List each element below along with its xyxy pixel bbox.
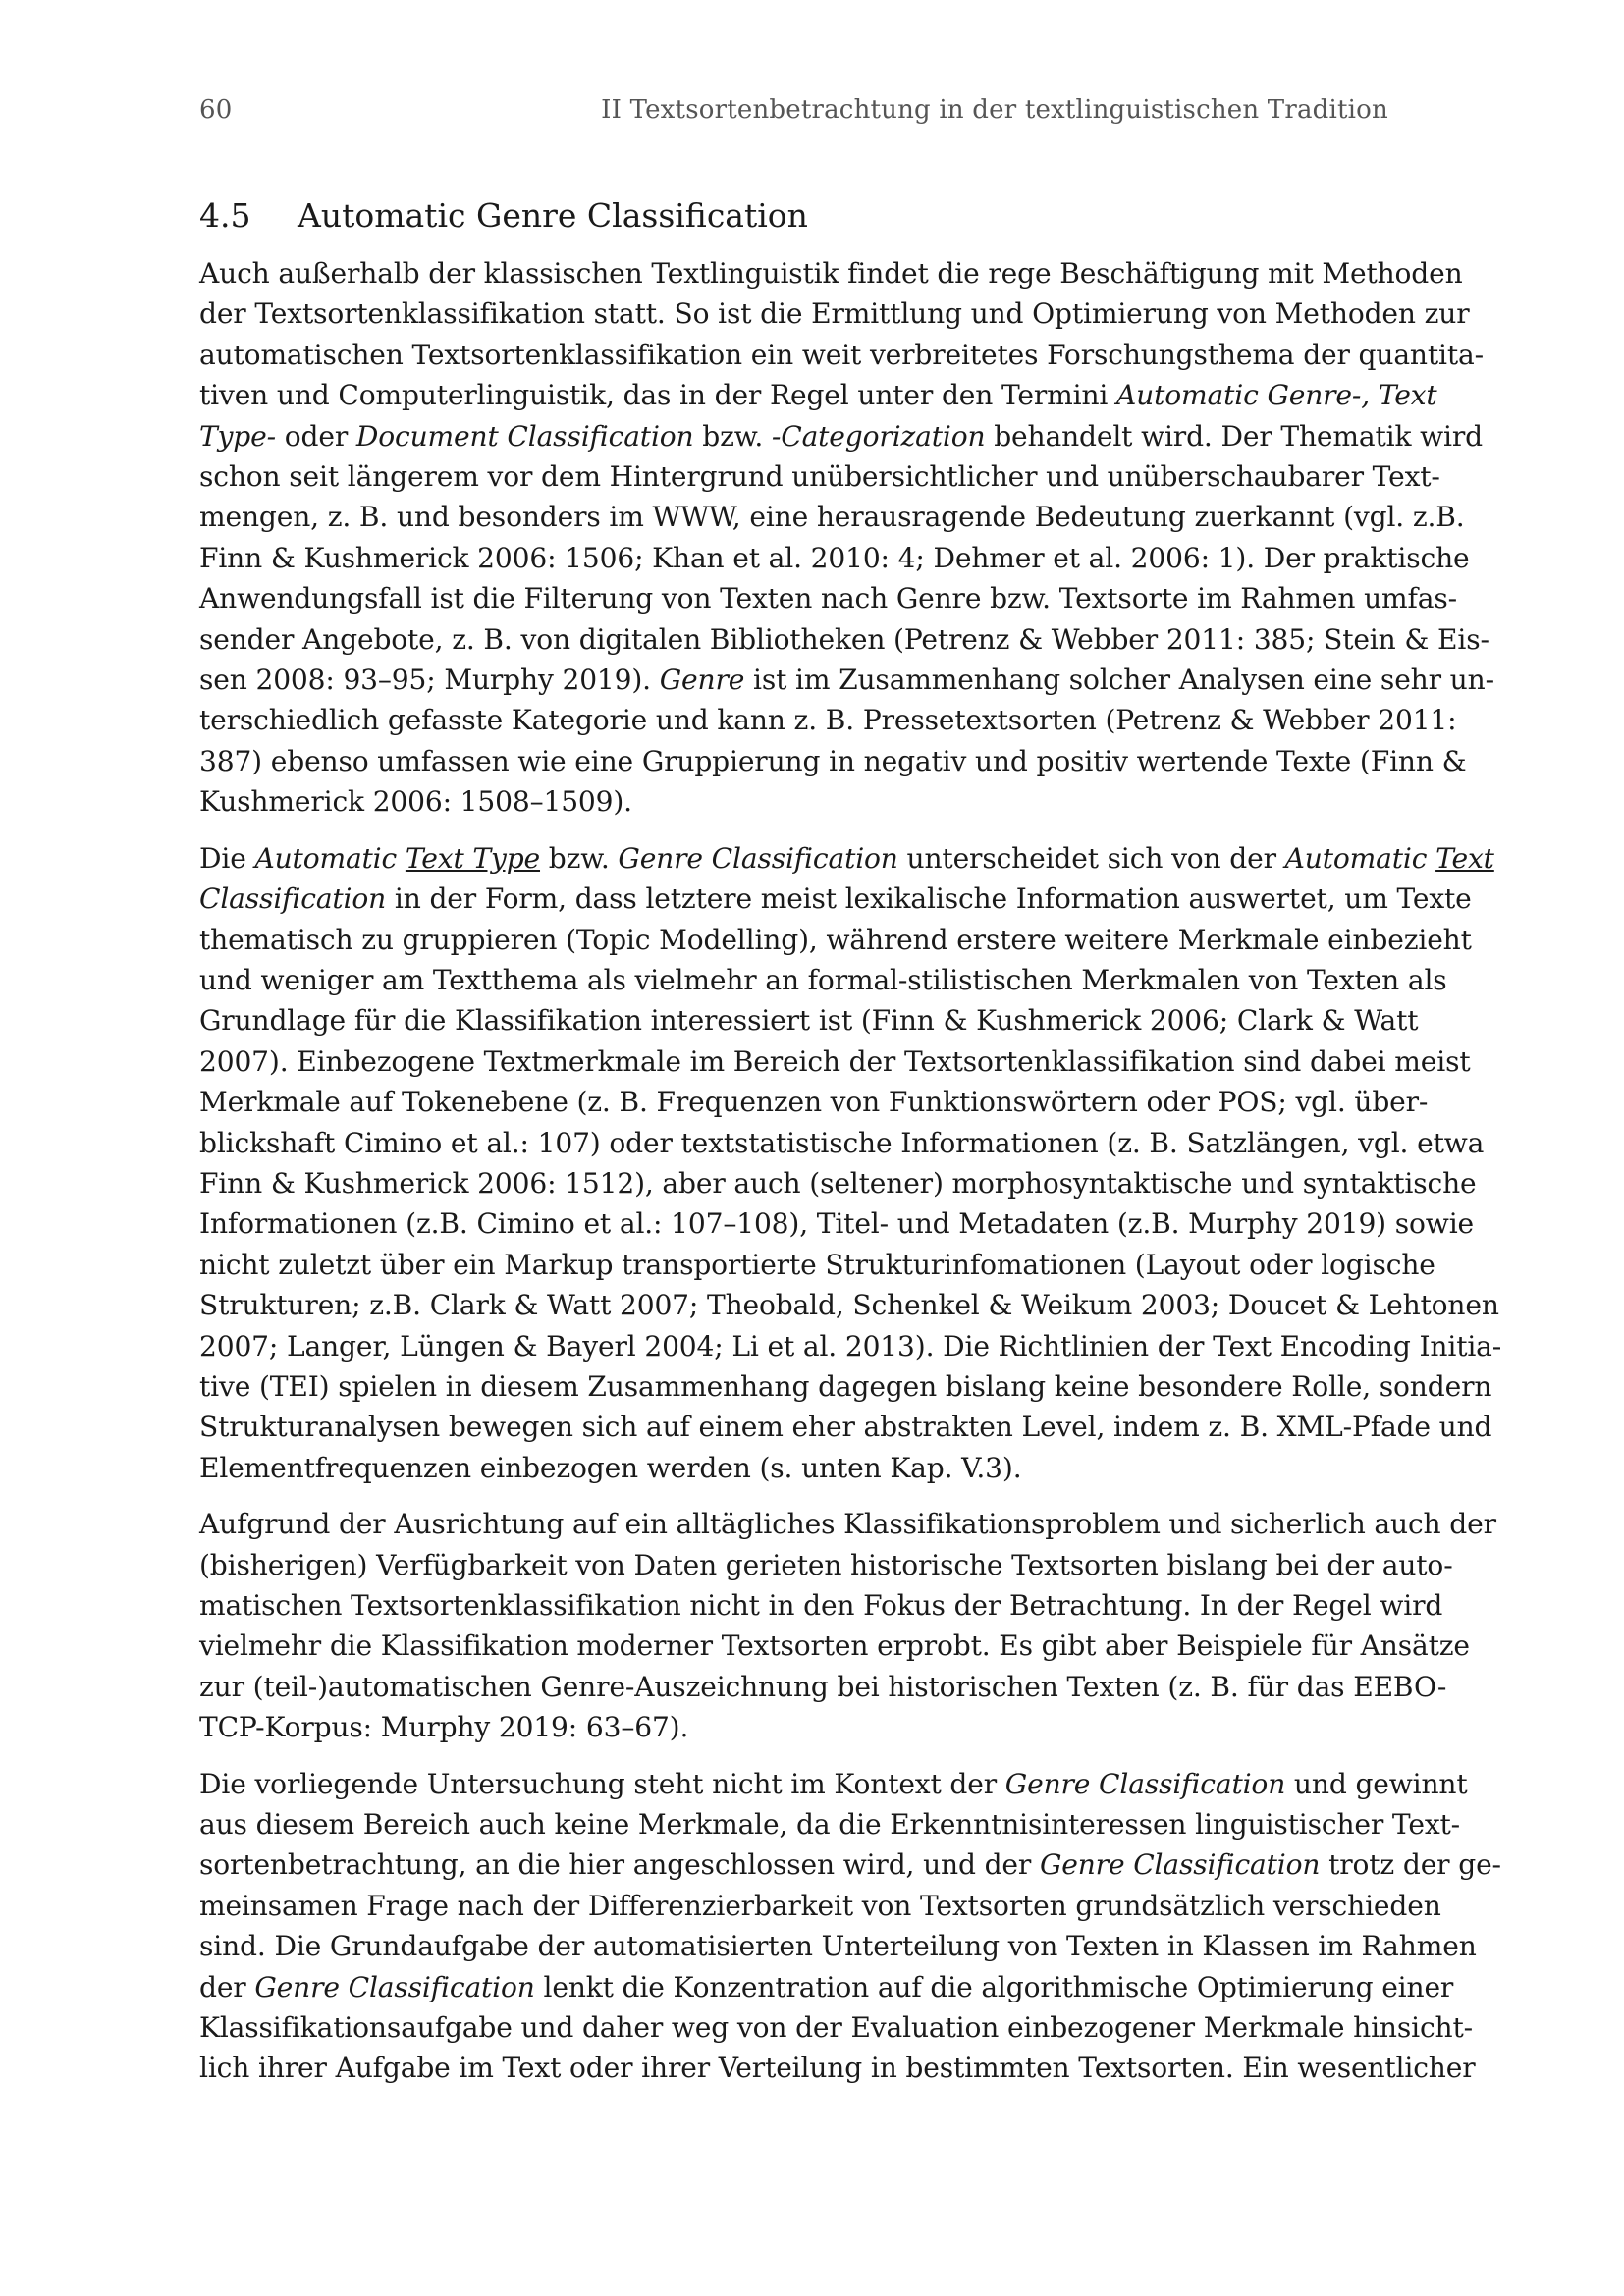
text-run: bzw. xyxy=(540,841,619,875)
text-line xyxy=(199,1626,1470,1666)
text-run: aus diesem Bereich auch keine Merkmale, da die Erkenntnisinteressen linguistischer Text- xyxy=(199,1808,1460,1842)
text-run: Die vorliegende Untersuchung steht nicht im Kontext der xyxy=(199,1767,1005,1800)
text-run: 2007; Langer, Lüngen & Bayerl 2004; Li et al. 2013). Die Richtlinien der Text Encoding Initia- xyxy=(199,1329,1502,1362)
italic-text: Document Classification xyxy=(355,419,694,453)
text-line xyxy=(199,1967,1454,2007)
text-run: meinsamen Frage nach der Differenzierbarkeit von Textsorten grundsätzlich verschieden xyxy=(199,1889,1441,1922)
text-run: sortenbetrachtung, an die hier angeschlossen wird, und der xyxy=(199,1848,1040,1882)
text-run: Anwendungsfall ist die Filterung von Texten nach Genre bzw. Textsorte im Rahmen umfas- xyxy=(199,582,1458,615)
paragraph xyxy=(199,838,1502,1489)
paragraph xyxy=(199,253,1494,823)
text-run: automatischen Textsortenklassifikation ein weit verbreitetes Forschungsthema der quantita- xyxy=(199,338,1484,371)
text-line xyxy=(199,1886,1441,1926)
text-run: Kushmerick 2006: 1508–1509). xyxy=(199,785,632,819)
italic-text: -Categorization xyxy=(771,419,986,453)
text-line xyxy=(199,1585,1443,1626)
running-head: II Textsortenbetrachtung in der textlinguistischen Tradition xyxy=(601,95,1388,125)
text-line xyxy=(199,416,1483,456)
underlined-text: Text xyxy=(1435,841,1494,875)
text-line xyxy=(199,253,1463,294)
text-run: mengen, z. B. und besonders im WWW, eine herausragende Bedeutung zuerkannt (vgl. z.B. xyxy=(199,501,1465,534)
text-run: zur (teil-)automatischen Genre-Auszeichnung bei historischen Texten (z. B. für das EEBO- xyxy=(199,1670,1447,1703)
text-line xyxy=(199,1285,1499,1325)
text-run: Finn & Kushmerick 2006: 1512), aber auch (seltener) morphosyntaktische und syntaktische xyxy=(199,1166,1477,1200)
text-line xyxy=(199,1245,1435,1285)
text-run: sender Angebote, z. B. von digitalen Bibliotheken (Petrenz & Webber 2011: 385; Stein & Eis- xyxy=(199,622,1489,656)
text-line xyxy=(199,1926,1477,1966)
italic-text: Genre Classification xyxy=(618,841,898,875)
text-run: Finn & Kushmerick 2006: 1506; Khan et al. 2010: 4; Dehmer et al. 2006: 1). Der praktische xyxy=(199,541,1470,574)
text-line xyxy=(199,294,1470,334)
text-line xyxy=(199,838,1494,879)
text-run: lich ihrer Aufgabe im Text oder ihrer Verteilung in bestimmten Textsorten. Ein wesentlicher xyxy=(199,2052,1476,2085)
italic-text: Type- xyxy=(199,419,276,453)
italic-text: Classification xyxy=(199,882,387,916)
text-run: blickshaft Cimino et al.: 107) oder textstatistische Informationen (z. B. Satzlängen, vgl. etwa xyxy=(199,1126,1485,1159)
text-run: und gewinnt xyxy=(1285,1767,1468,1800)
text-line xyxy=(199,1082,1429,1122)
text-line xyxy=(199,1326,1502,1366)
page-number: 60 xyxy=(199,95,233,125)
text-line xyxy=(199,660,1494,700)
text-run: 387) ebenso umfassen wie eine Gruppierung in negativ und positiv wertende Texte (Finn & xyxy=(199,744,1467,777)
text-line xyxy=(199,700,1457,740)
text-line xyxy=(199,1041,1471,1082)
text-run: der xyxy=(199,1970,255,2003)
text-run: sind. Die Grundaufgabe der automatisierten Unterteilung von Texten in Klassen im Rahmen xyxy=(199,1930,1477,1963)
paragraph xyxy=(199,1764,1501,2089)
text-line xyxy=(199,1804,1460,1844)
text-run: der Textsortenklassifikation statt. So ist die Ermittlung und Optimierung von Methoden zur xyxy=(199,297,1470,331)
text-line xyxy=(199,1366,1492,1407)
text-run: TCP-Korpus: Murphy 2019: 63–67). xyxy=(199,1711,689,1744)
text-run: trotz der ge- xyxy=(1320,1848,1501,1882)
text-line xyxy=(199,1448,1391,1488)
text-run: Klassifikationsaufgabe und daher weg von der Evaluation einbezogener Merkmale hinsicht- xyxy=(199,2011,1473,2045)
text-line xyxy=(199,2048,1476,2088)
text-run: sen 2008: 93–95; Murphy 2019). xyxy=(199,664,660,697)
text-run: in der Form, dass letztere meist lexikalische Information auswertet, um Texte xyxy=(386,882,1472,916)
text-run: Grundlage für die Klassifikation interessiert ist (Finn & Kushmerick 2006; Clark & Watt xyxy=(199,1004,1419,1038)
text-run: matischen Textsortenklassifikation nicht in den Fokus der Betrachtung. In der Regel wird xyxy=(199,1589,1443,1622)
text-line xyxy=(199,1203,1475,1244)
text-line xyxy=(199,619,1489,660)
text-line xyxy=(199,741,1467,781)
text-run: ist im Zusammenhang solcher Analysen eine sehr un- xyxy=(744,664,1494,697)
text-line xyxy=(199,456,1440,497)
text-run: Strukturanalysen bewegen sich auf einem eher abstrakten Level, indem z. B. XML-Pfade und xyxy=(199,1411,1492,1444)
text-line xyxy=(199,960,1447,1000)
italic-text: Genre Classification xyxy=(1004,1767,1286,1800)
text-run: Merkmale auf Tokenebene (z. B. Frequenzen von Funktionswörtern oder POS; vgl. über- xyxy=(199,1086,1429,1119)
text-run: und weniger am Textthema als vielmehr an formal-stilistischen Merkmalen von Texten als xyxy=(199,963,1447,996)
text-run: nicht zuletzt über ein Markup transportierte Strukturinfomationen (Layout oder logische xyxy=(199,1248,1435,1281)
text-line xyxy=(199,1504,1496,1544)
text-line xyxy=(199,375,1437,415)
section-number: 4.5 xyxy=(199,196,251,235)
text-line xyxy=(199,879,1472,919)
text-run: Auch außerhalb der klassischen Textlinguistik findet die rege Beschäftigung mit Methoden xyxy=(199,257,1463,290)
underlined-text: Text Type xyxy=(405,841,541,875)
text-line xyxy=(199,538,1470,578)
section-title: Automatic Genre Classification xyxy=(298,196,808,235)
text-run: bzw. xyxy=(693,419,772,453)
text-run: 2007). Einbezogene Textmerkmale im Bereich der Textsortenklassifikation sind dabei meist xyxy=(199,1044,1471,1078)
text-run: oder xyxy=(275,419,356,453)
text-run: (bisherigen) Verfügbarkeit von Daten gerieten historische Textsorten bislang bei der auto- xyxy=(199,1548,1453,1581)
italic-text: Automatic xyxy=(254,841,406,875)
italic-text: Automatic xyxy=(1284,841,1436,875)
text-run: Informationen (z.B. Cimino et al.: 107–108), Titel- und Metadaten (z.B. Murphy 2019) sowie xyxy=(199,1207,1475,1241)
text-run: unterscheidet sich von der xyxy=(897,841,1285,875)
text-run: tive (TEI) spielen in diesem Zusammenhang dagegen bislang keine besondere Rolle, sondern xyxy=(199,1369,1492,1403)
text-line xyxy=(199,1407,1492,1447)
section-heading xyxy=(199,196,808,235)
text-line xyxy=(199,1844,1501,1885)
text-run: tiven und Computerlinguistik, das in der Regel unter den Termini xyxy=(199,379,1117,412)
text-line xyxy=(199,2007,1473,2048)
text-line xyxy=(199,781,1391,822)
italic-text: Genre Classification xyxy=(254,1970,535,2003)
text-run: schon seit längerem vor dem Hintergrund unübersichtlicher und unüberschaubarer Text- xyxy=(199,460,1440,494)
italic-text: Genre Classification xyxy=(1039,1848,1321,1882)
text-run: thematisch zu gruppieren (Topic Modelling), während erstere weitere Merkmale einbezieht xyxy=(199,923,1472,956)
text-line xyxy=(199,1764,1468,1804)
text-run: vielmehr die Klassifikation moderner Textsorten erprobt. Es gibt aber Beispiele für Ansätze xyxy=(199,1629,1470,1663)
text-line xyxy=(199,920,1472,960)
text-run: Die xyxy=(199,841,255,875)
text-line xyxy=(199,578,1458,618)
italic-text: Genre xyxy=(659,664,745,697)
italic-text: Automatic Genre-, Text xyxy=(1116,379,1437,412)
text-line xyxy=(199,497,1465,537)
text-line xyxy=(199,1545,1453,1585)
text-run: lenkt die Konzentration auf die algorithmische Optimierung einer xyxy=(534,1970,1454,2003)
text-run: behandelt wird. Der Thematik wird xyxy=(985,419,1483,453)
text-run: Aufgrund der Ausrichtung auf ein alltägliches Klassifikationsproblem und sicherlich auch der xyxy=(199,1508,1496,1541)
text-run: terschiedlich gefasste Kategorie und kann z. B. Pressetextsorten (Petrenz & Webber 2011: xyxy=(199,704,1457,737)
text-line xyxy=(199,1163,1477,1203)
text-line xyxy=(199,335,1484,375)
paragraph xyxy=(199,1504,1496,1747)
text-line xyxy=(199,1123,1485,1163)
text-line xyxy=(199,1000,1419,1041)
text-line xyxy=(199,1707,1391,1747)
body-text xyxy=(199,253,1502,2105)
text-line xyxy=(199,1667,1447,1707)
text-run: Elementfrequenzen einbezogen werden (s. unten Kap. V.3). xyxy=(199,1451,1022,1484)
text-run: Strukturen; z.B. Clark & Watt 2007; Theobald, Schenkel & Weikum 2003; Doucet & Lehtonen xyxy=(199,1289,1499,1322)
